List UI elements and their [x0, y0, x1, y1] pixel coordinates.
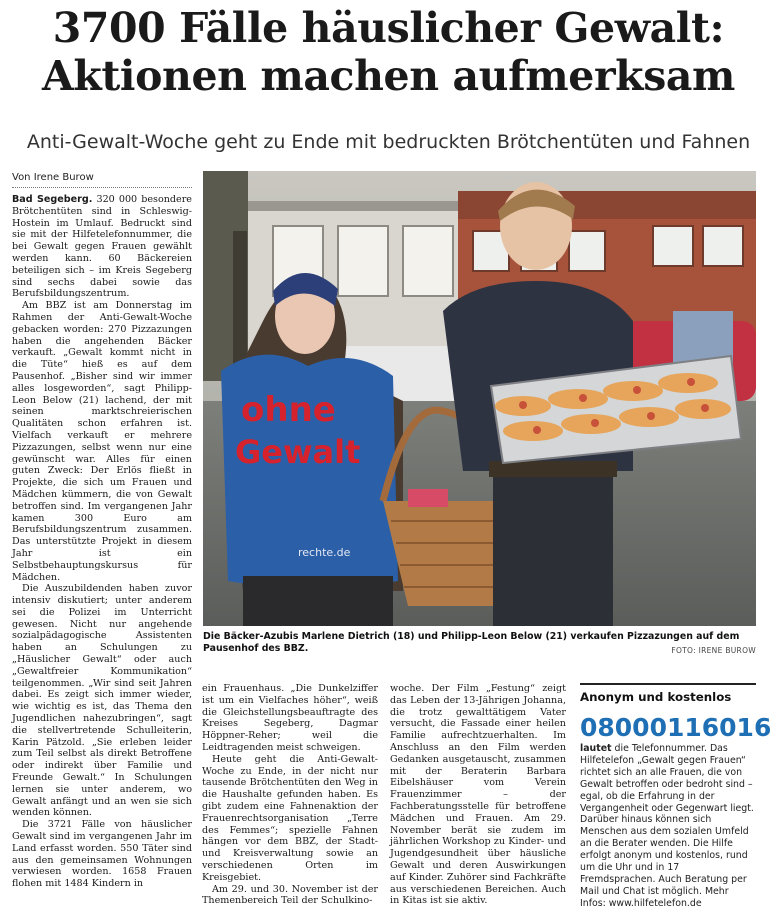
apron-text-2: Gewalt: [235, 433, 361, 471]
paragraph: ein Frauenhaus. „Die Dunkelziffer ist um ein Vielfaches höher“, weiß die Gleichstellungsbeauftragte des Kreises Segeberg, Dagmar Höppner-Reher; weil die Leidtragenden meist schweigen.: [202, 683, 378, 753]
info-box-lead: lautet: [580, 743, 612, 754]
apron-text-3: rechte.de: [298, 546, 351, 559]
info-box: [580, 683, 772, 910]
paragraph: Heute geht die Anti-Gewalt-Woche zu Ende, in der nicht nur tausende Brötchentüten den Weg in die Haushalte gefunden haben. Es gibt zudem eine Fahnenaktion der Frauenrechtsorganisation „Terre des Femmes“; spezielle Fahnen hängen vor dem BBZ, der Stadt- und Kreisverwaltung sowie an verschiedenen Orten im Kreisgebiet.: [202, 753, 378, 883]
info-box-body: die Telefonnummer. Das Hilfetelefon „Gewalt gegen Frauen“ richtet sich an alle Frauen, die von Gewalt betroffen oder bedroht sind – egal, ob die Erfahrung in der Vergangenheit oder Gegenwart liegt. Darüber hinaus können sich Menschen aus dem sozialen Umfeld an die Berater wenden. Die Hilfe erfolgt anonym und kostenlos, rund um die Uhr und in 17 Fremdsprachen. Auch Beratung per Mail und Chat ist möglich. Mehr Infos: www.hilfetelefon.de: [580, 743, 754, 909]
dateline: Bad Segeberg.: [12, 194, 93, 205]
apron-text-1: ohne: [241, 390, 336, 430]
photo-credit: FOTO: IRENE BUROW: [671, 646, 756, 655]
paragraph: Am BBZ ist am Donnerstag im Rahmen der Anti-Gewalt-Woche gebacken worden: 270 Pizzazungen haben die angehenden Bäcker verkauft. „Gewalt kommt nicht in die Tüte“ hieß es auf dem Pausenhof. „Bisher sind wir immer alles losgeworden“, sagt Philipp-Leon Below (21) lachend, der mit seinen marktschreierischen Qualitäten schon erfahren ist. Vielfach verkauft er mehrere Pizzazungen, selbst wenn nur eine gewünscht war. Alles für einen guten Zweck: Der Erlös fließt in Projekte, die sich um Frauen und Mädchen kümmern, die von Gewalt betroffen sind. Im vergangenen Jahr kamen 300 Euro am Berufsbildungszentrum zusammen. Das unterstützte Projekt in diesem Jahr ist ein Selbstbehauptungskursus für Mädchen.: [12, 300, 192, 583]
paragraph: Die 3721 Fälle von häuslicher Gewalt sind im vergangenen Jahr im Land erfasst worden. 550 Täter sind aus den gemeinsamen Wohnungen verwiesen worden. 1658 Frauen flohen mit 1484 Kindern in: [12, 819, 192, 890]
paragraph: woche. Der Film „Festung“ zeigt das Leben der 13-Jährigen Johanna, die trotz gewalttätigem Vater versucht, die Fassade einer heilen Familie aufrechtzuerhalten. Im Anschluss an den Film werden Gedanken ausgetauscht, zusammen mit der Beraterin Barbara Eibelshäuser vom Verein Frauenzimmer – der Fachberatungsstelle für betroffene Mädchen und Frauen. Am 29. November berät sie zudem im jährlichen Workshop zu Kinder- und Jugendgesundheit über häusliche Gewalt und deren Auswirkungen auf Kinder. Zuhörer sind Fachkräfte aus verschiedenen Bereichen. Auch in Kitas ist sie aktiv.: [390, 683, 566, 907]
paragraph: Am 29. und 30. November ist der Themenbereich Teil der Schulkino-: [202, 883, 378, 907]
article-column-2: [202, 683, 378, 907]
info-box-text: [580, 743, 756, 910]
subheadline: Anti-Gewalt-Woche geht zu Ende mit bedruckten Brötchentüten und Fahnen: [26, 131, 751, 153]
headline-line-2: Aktionen machen aufmerksam: [41, 52, 736, 100]
byline: Von Irene Burow: [12, 172, 192, 188]
info-box-rule: [580, 683, 756, 685]
headline-line-1: 3700 Fälle häuslicher Gewalt:: [52, 4, 725, 52]
paragraph: Die Auszubildenden haben zuvor intensiv diskutiert; unter anderem sei die Polizei im Unterricht gewesen. Nicht nur angehende sozialpädagogische Assistenten haben an Schulungen zu „Häuslicher Gewalt“ oder auch „Gewaltfreier Kommunikation“ teilgenommen. „Wir sind seit Jahren dabei. Es zeigt sich immer wieder, wie wichtig es ist, das Thema den Jugendlichen nahezubringen“, sagt die stellvertretende Schulleiterin, Karin Pätzold. „Sie erleben leider zum Teil selbst als direkt Betroffene oder indirekt über Familie und Freunde Gewalt.“ In Schulungen lernen sie unter anderem, wo Gewalt anfängt und an wen sie sich wenden können.: [12, 583, 192, 819]
paragraph: [12, 194, 192, 300]
headline: [0, 4, 777, 100]
paragraph-text: 320 000 besondere Brötchentüten sind in Schleswig-Hostein im Umlauf. Bedruckt sind sie mit der Hilfetelefonnummer, die bei Gewalt gegen Frauen gewählt werden kann. 60 Bäckereien beteiligen sich – im Kreis Segeberg sind sechs dabei sowie das Berufsbildungszentrum.: [12, 194, 192, 300]
hotline-number: 08000116016: [580, 713, 772, 742]
article-column-1: [12, 194, 192, 890]
info-box-title: Anonym und kostenlos: [580, 690, 732, 704]
article-column-3: [390, 683, 566, 907]
photo-caption: Die Bäcker-Azubis Marlene Dietrich (18) und Philipp-Leon Below (21) verkaufen Pizzazungen auf dem Pausenhof des BBZ.: [203, 631, 740, 654]
article-photo: [203, 171, 756, 626]
photo-illustration: [203, 171, 756, 626]
